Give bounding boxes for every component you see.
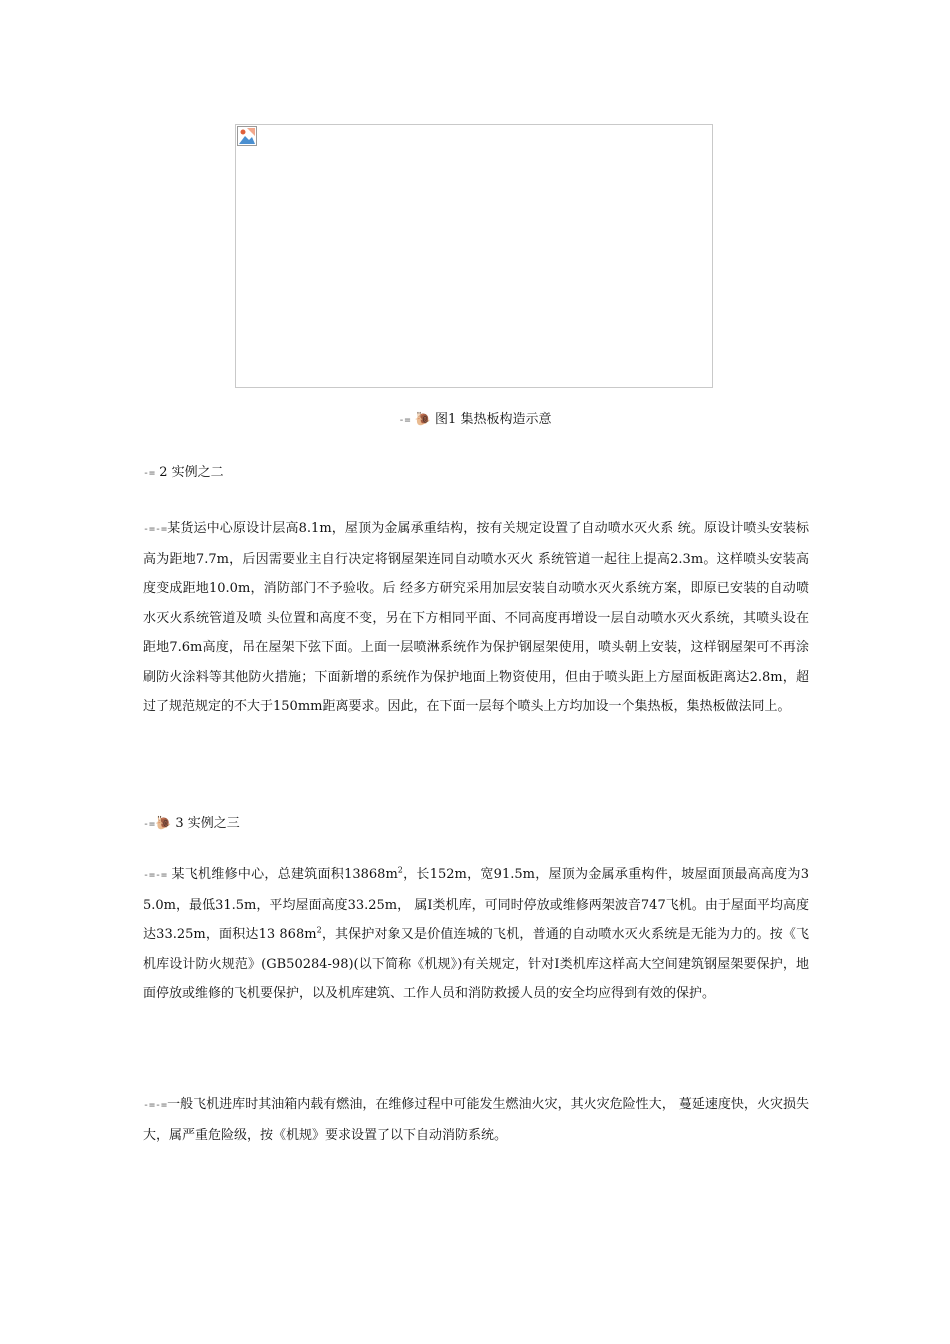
caption-mark: -=: [398, 415, 411, 426]
caption-text: 图1 集热板构造示意: [435, 412, 552, 427]
snail-icon: 🐌: [155, 816, 172, 831]
broken-image-icon: [237, 126, 257, 146]
para-mark: -=-=: [143, 870, 168, 881]
para-text-b: ，长152m，宽91.5m，屋顶为金属承重构件，坡屋面顶最高高度为35.0m，最低31.5m，平均屋面高度33.25m， 属Ⅰ类机库，可同时停放或维修两架波音747飞机。由于屋面平均高度达33.25m，面积达13 868m: [143, 867, 809, 942]
figure-image-placeholder: [235, 124, 713, 388]
superscript: 2: [397, 865, 403, 875]
heading-text: 2 实例之二: [159, 465, 224, 480]
para-text-c: ，其保护对象又是价值连城的飞机，普通的自动喷水灭火系统是无能为力的。按《飞机库设计防火规范》(GB50284-98)(以下简称《机规》)有关规定，针对Ⅰ类机库这样高大空间建筑钢屋架要保护，地面停放或维修的飞机要保护，以及机库建筑、工作人员和消防救援人员的安全均应得到有效的保护。: [143, 927, 809, 1001]
section-3-paragraph-2: [143, 1090, 809, 1150]
section-3-paragraph-1: [143, 860, 809, 1009]
heading-mark: -=: [143, 468, 156, 479]
figure-caption: [0, 410, 950, 431]
para-mark: -=-=: [143, 524, 168, 535]
snail-icon: 🐌: [414, 412, 431, 427]
para-text-a: 某飞机维修中心，总建筑面积13868m: [167, 867, 398, 882]
heading-text: 3 实例之三: [175, 816, 240, 831]
section-2-heading: [143, 463, 224, 484]
para-text: 一般飞机进库时其油箱内载有燃油，在维修过程中可能发生燃油火灾，其火灾危险性大， 蔓延速度快，火灾损失大，属严重危险级，按《机规》要求设置了以下自动消防系统。: [143, 1097, 809, 1143]
section-3-heading: [143, 814, 240, 835]
heading-mark: -=: [143, 819, 156, 830]
para-text: 某货运中心原设计层高8.1m，屋顶为金属承重结构，按有关规定设置了自动喷水灭火系 统。原设计喷头安装标高为距地7.7m，后因需要业主自行决定将钢屋架连同自动喷水灭火 系统管道一起往上提高2.3m。这样喷头安装高度变成距地10.0m，消防部门不予验收。后 经多方研究采用加层安装自动喷水灭火系统方案，即原已安装的自动喷水灭火系统管道及喷 头位置和高度不变，另在下方相同平面、不同高度再增设一层自动喷水灭火系统，其喷头设在距地7.6m高度，吊在屋架下弦下面。上面一层喷淋系统作为保护钢屋架使用，喷头朝上安装，这样钢屋架可不再涂刷防火涂料等其他防火措施；下面新增的系统作为保护地面上物资使用，但由于喷头距上方屋面板距离达2.8m，超过了规范规定的不大于150mm距离要求。因此，在下面一层每个喷头上方均加设一个集热板，集热板做法同上。: [143, 521, 809, 714]
para-mark: -=-=: [143, 1100, 168, 1111]
section-2-paragraph: [143, 514, 809, 722]
superscript: 2: [316, 925, 322, 935]
